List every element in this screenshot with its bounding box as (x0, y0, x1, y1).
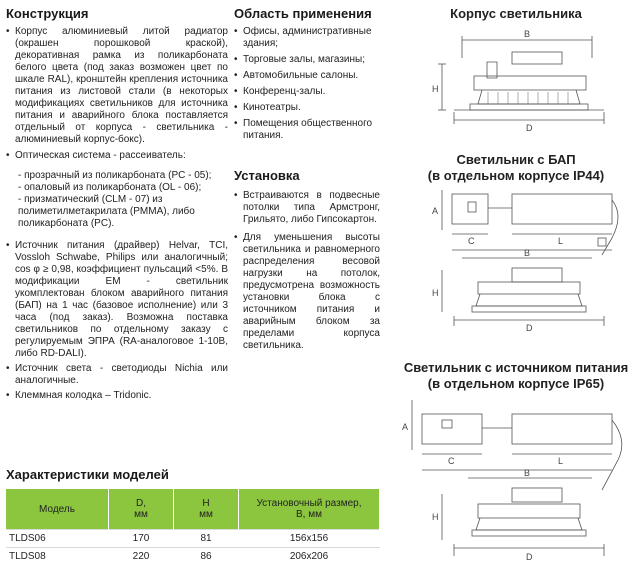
application-title: Область применения (234, 6, 372, 21)
construction-item-optics: • Оптическая система - рассеиватель: (6, 150, 228, 162)
drawing-title-psu: Светильник с источником питания (в отдельном корпусе IP65) (403, 360, 629, 391)
specs-header-d: D, мм (109, 489, 174, 530)
application-item: • Торговые залы, магазины; (234, 54, 384, 66)
application-item: • Помещения общественного питания. (234, 118, 384, 142)
optics-sublist (6, 170, 234, 230)
dim-label-d: D (526, 323, 533, 333)
technical-drawings (392, 0, 640, 575)
application-item: • Автомобильные салоны. (234, 70, 384, 82)
specs-title: Характеристики моделей (6, 467, 169, 482)
dim-label-d: D (526, 552, 533, 562)
construction-list (6, 26, 228, 162)
dim-label-h: H (432, 288, 439, 298)
specs-header-row (6, 489, 380, 530)
table-cell: TLDS06 (6, 530, 109, 548)
drawing-body (438, 36, 604, 124)
table-cell: TLDS08 (6, 548, 109, 566)
dim-label-b: B (524, 248, 531, 258)
dim-label-h: H (432, 84, 439, 94)
optics-sub-item: - прозрачный из поликарбоната (PC - 05); (18, 170, 212, 181)
optics-sub-item: - опаловый из поликарбоната (OL - 06); (18, 182, 202, 193)
application-item: • Кинотеатры. (234, 102, 384, 114)
specs-header-model: Модель (6, 489, 109, 530)
table-row (6, 530, 380, 548)
construction-item-leds: • Источник света - светодиоды Nichia или аналогичные. (6, 363, 228, 387)
table-cell: 206x206 (239, 548, 380, 566)
drawing-bap (442, 190, 618, 326)
construction-item-driver: • Источник питания (драйвер) Helvar, TCI, Vossloh Schwabe, Philips или аналогичный; cos φ ≥ 0,98, коэффициент пульсаций <5%. В модификации ЕМ - светильник укомплектован блоком аварийного питания (БАП) на 1 час (базовое исполнение) или 3 часа (под заказ). Возможна поставка светильников по отдельному заказу с регулируемым ЭПРА (RA-аналоговое 1-10В, либо RD-DALI). (6, 240, 228, 360)
construction-title: Конструкция (6, 6, 89, 21)
construction-list-2 (6, 240, 228, 402)
installation-item: • Для уменьшения высоты светильника и равномерного распределения весовой нагрузки на потолок, предусмотрена возможность установки блока с источником питания и аварийным блоком за пределами корпуса светильника. (234, 232, 380, 352)
dim-label-a: A (432, 206, 439, 216)
table-cell: 220 (109, 548, 174, 566)
specs-table (6, 489, 380, 565)
construction-item-terminal: • Клеммная колодка – Tridonic. (6, 390, 228, 402)
application-list (234, 26, 384, 142)
installation-list (234, 190, 380, 352)
specs-header-h: H мм (174, 489, 239, 530)
drawing-psu (412, 400, 622, 556)
drawings-section (392, 0, 640, 575)
table-cell: 86 (174, 548, 239, 566)
installation-title: Установка (234, 168, 300, 183)
table-cell: 170 (109, 530, 174, 548)
table-cell: 156x156 (239, 530, 380, 548)
dim-label-c: C (468, 236, 475, 246)
dim-label-a: A (402, 422, 409, 432)
application-item: • Конференц-залы. (234, 86, 384, 98)
table-row (6, 548, 380, 566)
drawing-title-bap: Светильник с БАП (в отдельном корпусе IP44) (427, 152, 605, 183)
dim-label-c: C (448, 456, 455, 466)
application-item: • Офисы, админиcтративные здания; (234, 26, 384, 50)
dim-label-d: D (526, 123, 533, 133)
dim-label-b: B (524, 468, 531, 478)
table-cell: 81 (174, 530, 239, 548)
construction-item-body: • Корпус алюминиевый литой радиатор (окрашен порошковой краской), декоративная рамка из поликарбоната белого цвета (под заказ возможен цвет по шкале RAL), кронштейн крепления источника питания из листовой стали (в некоторых модификациях светильников для источника питания и аварийного блока поставляется отдельный от корпуса - светильника - алюминиевый корпус-бокс). (6, 26, 228, 146)
optics-sub-item: - призматический (CLM - 07) из полиметилметакрилата (PMMA), либо поликарбоната (PC). (18, 194, 195, 229)
dim-label-l: L (558, 236, 564, 246)
installation-item: • Встраиваются в подвесные потолки типа Армстронг, Грильято, либо Гипсокартон. (234, 190, 380, 226)
dim-label-b: B (524, 29, 531, 39)
specs-header-b: Установочный размер, B, мм (239, 489, 380, 530)
dim-label-h: H (432, 512, 439, 522)
drawing-title-body: Корпус светильника (450, 6, 582, 21)
dim-label-l: L (558, 456, 564, 466)
